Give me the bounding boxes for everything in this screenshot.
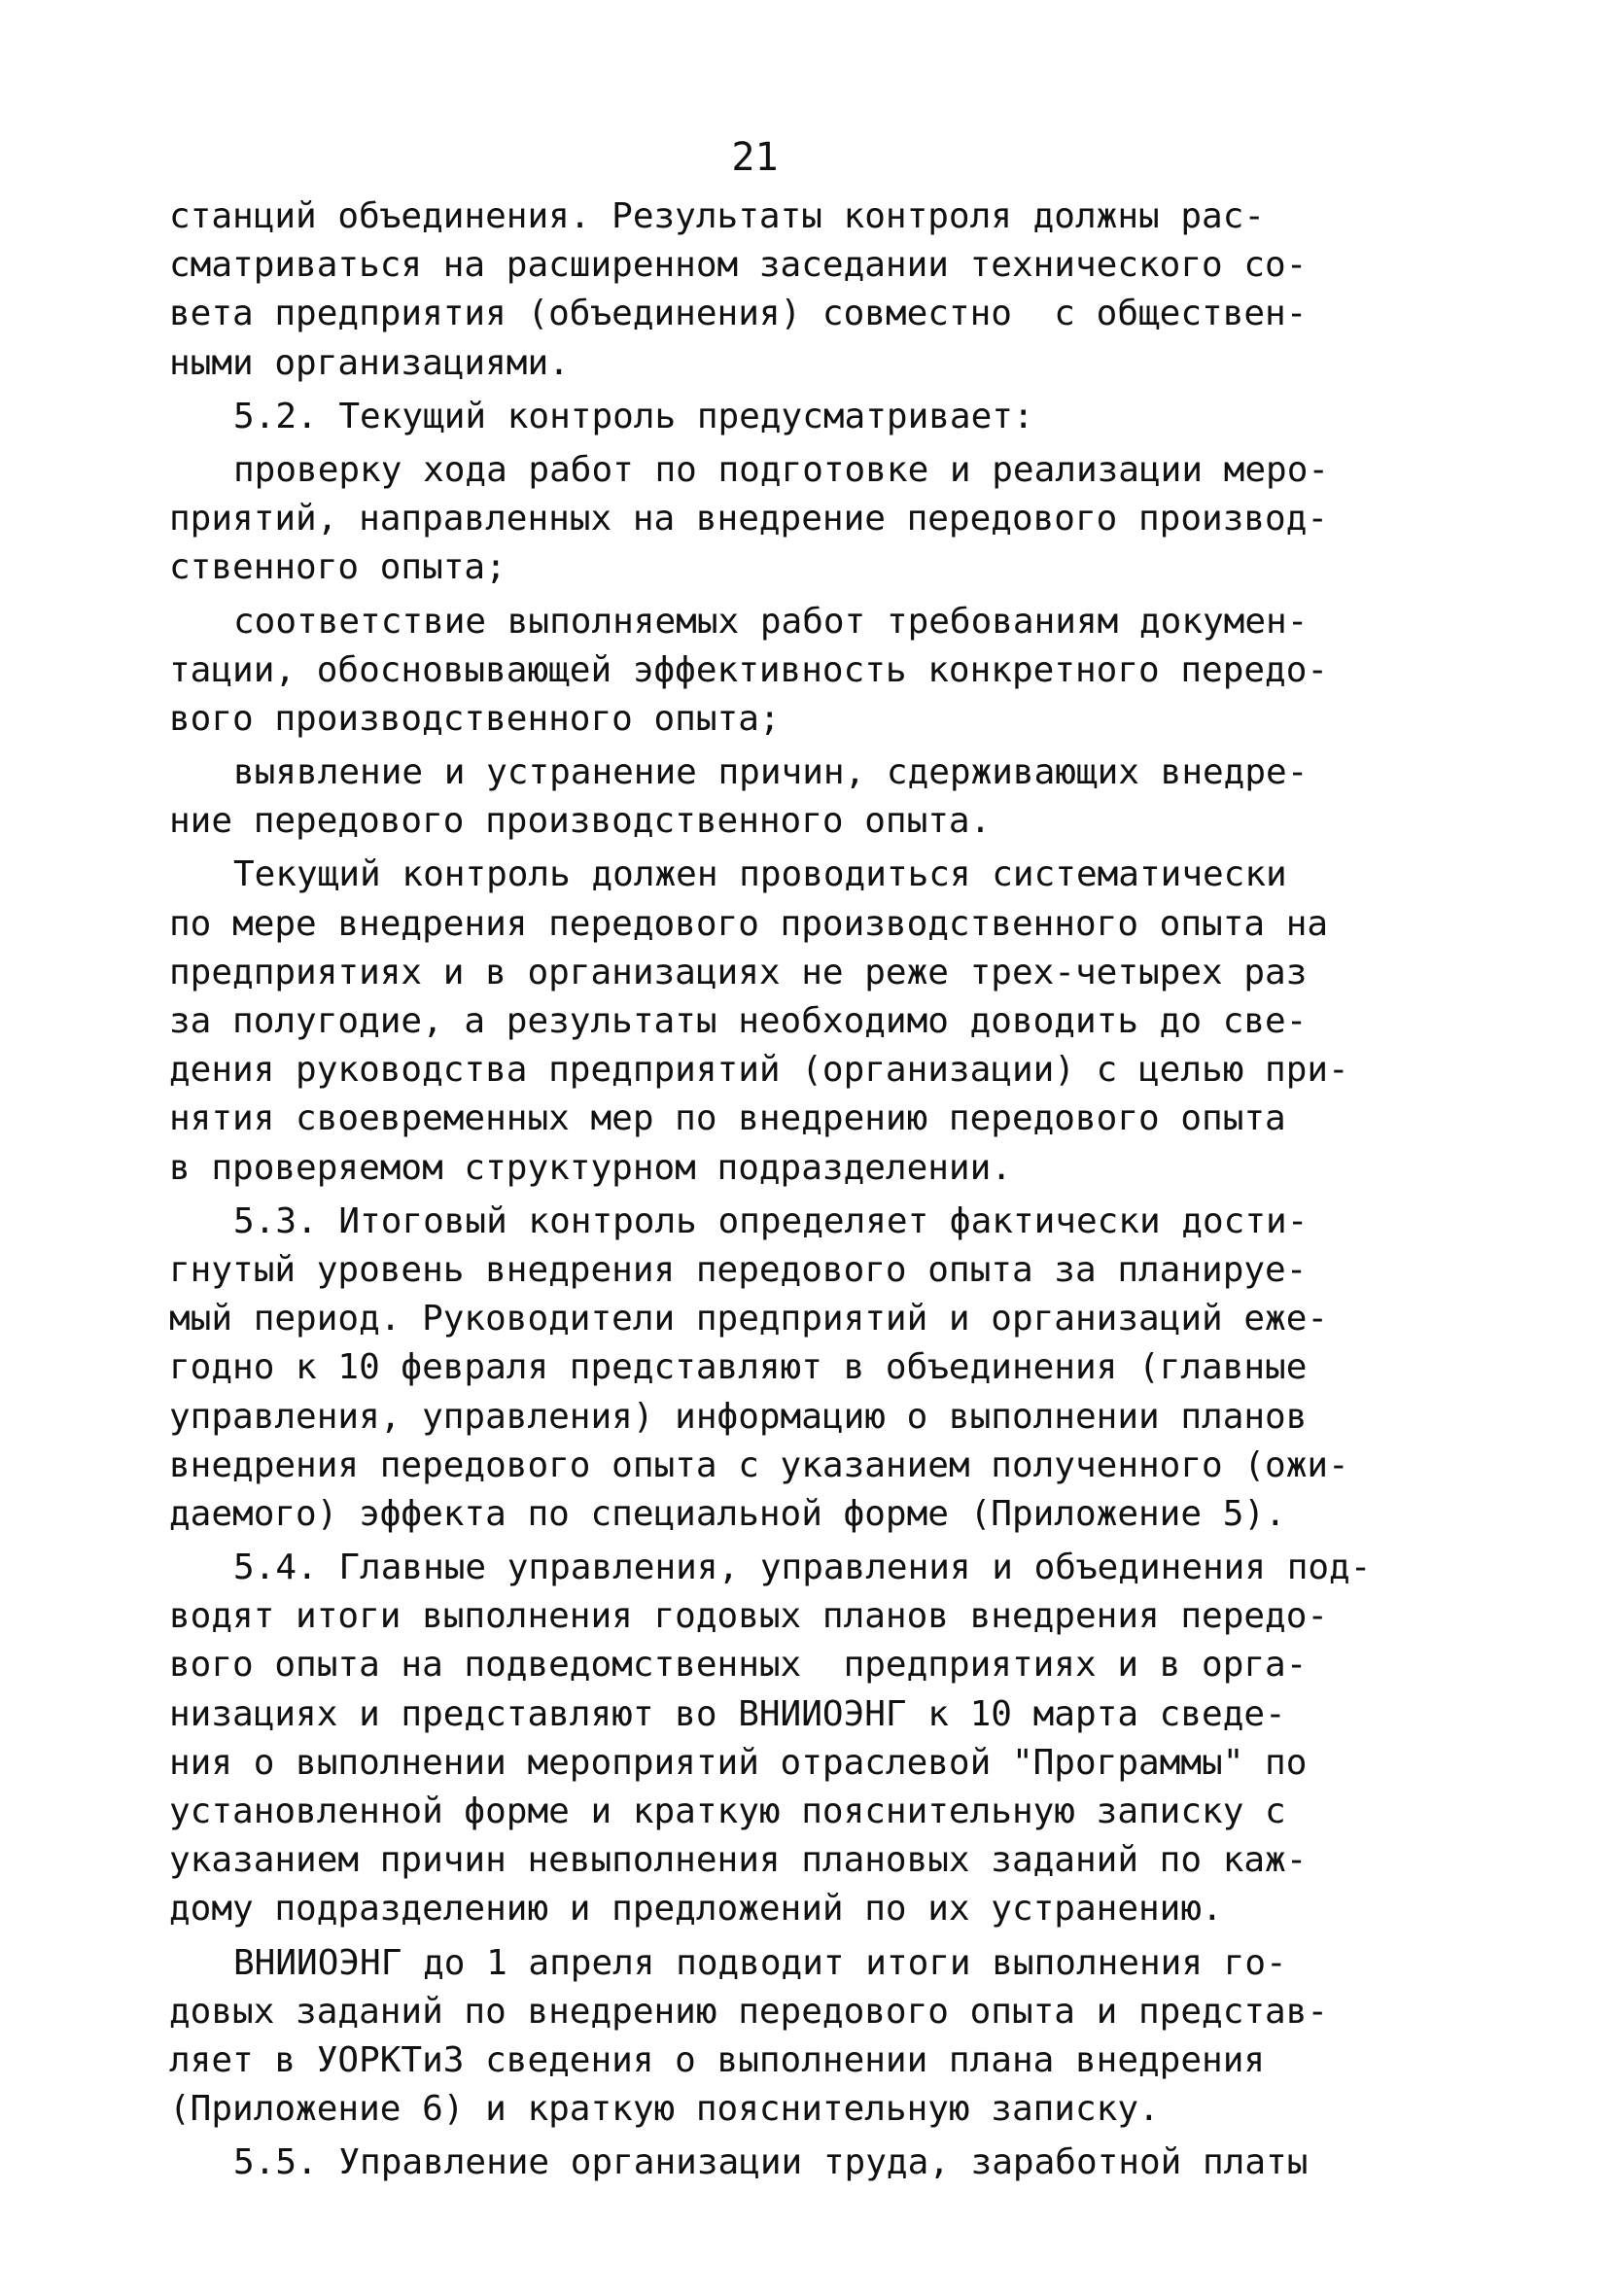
text-line: водят итоги выполнения годовых планов внедрения передо- — [169, 1596, 1329, 1637]
text-line: в проверяемом структурном подразделении. — [169, 1147, 1012, 1188]
text-line: управления, управления) информацию о выполнении планов — [169, 1396, 1308, 1437]
paragraph — [169, 192, 1433, 388]
text-line: проверку хода работ по подготовке и реализации меро- — [233, 449, 1330, 490]
text-line: 5.2. Текущий контроль предусматривает: — [233, 396, 1034, 436]
text-line: ственного опыта; — [169, 547, 507, 588]
text-line: вого производственного опыта; — [169, 698, 781, 739]
text-line: тации, обосновывающей эффективность конкретного передо- — [169, 649, 1329, 690]
text-line: вого опыта на подведомственных предприятиях и в орга- — [169, 1645, 1308, 1686]
text-line: за полугодие, а результаты необходимо доводить до све- — [169, 1001, 1308, 1041]
paragraph — [169, 1198, 1433, 1539]
text-line: по мере внедрения передового производственного опыта на — [169, 903, 1329, 944]
text-line: Текущий контроль должен проводиться систематически — [233, 854, 1287, 895]
text-line: указанием причин невыполнения плановых заданий по каж- — [169, 1840, 1308, 1881]
text-line: гнутый уровень внедрения передового опыта за планируе- — [169, 1249, 1308, 1290]
paragraph — [169, 1939, 1433, 2135]
paragraph — [169, 1544, 1433, 1934]
text-line: низациях и представляют во ВНИИОЭНГ к 10 марта сведе- — [169, 1693, 1286, 1734]
text-line: ными организациями. — [169, 342, 570, 383]
paragraph-section-heading — [169, 2139, 1433, 2187]
text-line: установленной форме и краткую пояснительную записку с — [169, 1792, 1286, 1831]
text-line: (Приложение 6) и краткую пояснительную записку. — [169, 2089, 1160, 2130]
paragraph — [169, 446, 1433, 593]
text-line: сматриваться на расширенном заседании технического со- — [169, 245, 1308, 286]
text-line: соответствие выполняемых работ требованиям докумен- — [233, 601, 1309, 642]
text-line: даемого) эффекта по специальной форме (Приложение 5). — [169, 1493, 1286, 1534]
text-line: ние передового производственного опыта. — [169, 801, 992, 842]
page-number: 21 — [731, 135, 779, 180]
text-line: мый период. Руководители предприятий и организаций еже- — [169, 1299, 1329, 1339]
paragraph-section-heading — [169, 393, 1433, 441]
text-line: вета предприятия (объединения) совместно с обществен- — [169, 294, 1308, 334]
text-line: выявление и устранение причин, сдерживающих внедре- — [233, 752, 1309, 793]
text-line: 5.5. Управление организации труда, заработной платы — [233, 2142, 1309, 2183]
text-line: ния о выполнении мероприятий отраслевой "Программы" по — [169, 1742, 1308, 1783]
paragraph — [169, 598, 1433, 745]
text-line: дому подразделению и предложений по их устранению. — [169, 1889, 1223, 1930]
text-line: нятия своевременных мер по внедрению передового опыта — [169, 1098, 1286, 1139]
text-line: внедрения передового опыта с указанием полученного (ожи- — [169, 1444, 1349, 1485]
text-line: станций объединения. Результаты контроля должны рас- — [169, 196, 1266, 236]
text-line: дения руководства предприятий (организации) с целью при- — [169, 1050, 1349, 1091]
body-text — [169, 192, 1433, 2193]
text-line: приятий, направленных на внедрение передового производ- — [169, 499, 1329, 539]
paragraph — [169, 748, 1433, 846]
text-line: 5.4. Главные управления, управления и объединения под- — [233, 1548, 1372, 1588]
text-line: годно к 10 февраля представляют в объединения (главные — [169, 1347, 1308, 1388]
paragraph — [169, 851, 1433, 1192]
text-line: предприятиях и в организациях не реже трех-четырех раз — [169, 952, 1308, 992]
text-line: 5.3. Итоговый контроль определяет фактически дости- — [233, 1200, 1309, 1241]
text-line: ВНИИОЭНГ до 1 апреля подводит итоги выполнения го- — [233, 1942, 1287, 1983]
text-line: ляет в УОРКТиЗ сведения о выполнении плана внедрения — [169, 2039, 1266, 2080]
text-line: довых заданий по внедрению передового опыта и представ- — [169, 1991, 1329, 2032]
